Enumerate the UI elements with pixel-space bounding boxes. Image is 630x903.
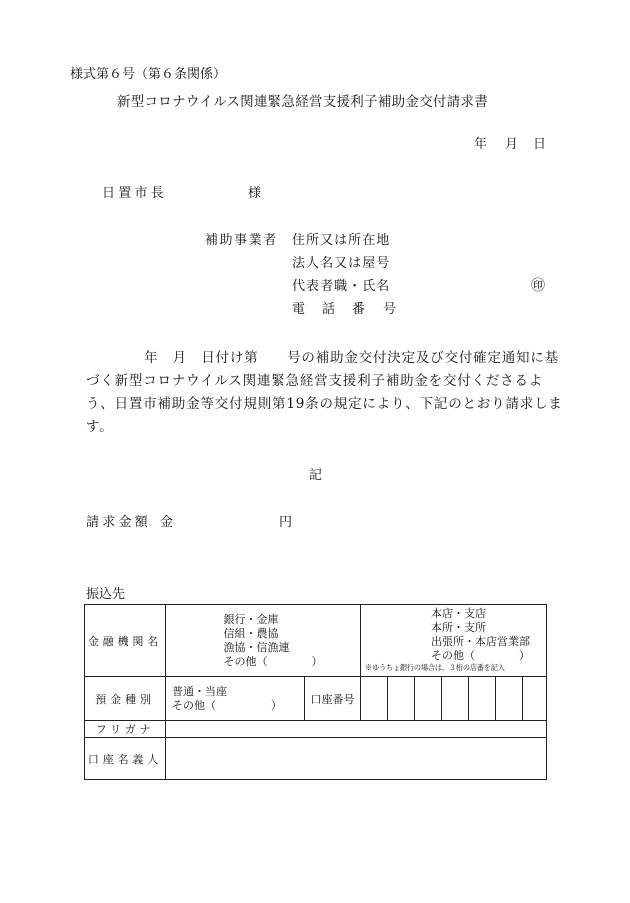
amount-unit: 円 (279, 515, 293, 530)
account-digit-7[interactable] (523, 677, 547, 721)
institution-type-3: 漁協・信漁連 (223, 640, 290, 654)
ki-heading: 記 (309, 468, 323, 483)
institution-type-options[interactable] (218, 605, 361, 677)
deposit-type-label: 預金種別 (85, 677, 166, 721)
deposit-type-1: 普通・当座 (172, 684, 227, 698)
branch-type-1: 本店・支店 (431, 607, 486, 620)
institution-type-2: 信組・農協 (223, 626, 279, 640)
date-year: 年 (474, 137, 488, 152)
account-digit-5[interactable] (469, 677, 496, 721)
applicant-representative-label: 代表者職・氏名 (292, 279, 391, 294)
transfer-heading: 振込先 (86, 587, 126, 602)
account-number-label: 口座番号 (305, 677, 361, 721)
branch-type-4: その他（ ） (431, 649, 530, 662)
account-holder-label: 口座名義人 (85, 738, 166, 780)
furigana-label: フリガナ (85, 721, 166, 738)
furigana-field[interactable] (166, 721, 547, 738)
account-holder-field[interactable] (166, 738, 547, 780)
deposit-type-options[interactable] (166, 677, 305, 721)
yucho-note: ※ゆうちょ銀行の場合は、３桁の店番を記入 (365, 663, 505, 672)
date-month: 月 (505, 137, 519, 152)
applicant-address-label: 住所又は所在地 (292, 233, 391, 248)
account-digit-1[interactable] (361, 677, 388, 721)
institution-label: 金融機関名 (85, 605, 166, 677)
branch-type-options[interactable] (361, 605, 547, 677)
amount-prefix: 金 (160, 515, 174, 530)
branch-type-3: 出張所・本店営業部 (431, 635, 530, 648)
institution-type-1: 銀行・金庫 (223, 612, 279, 626)
form-number: 様式第６号（第６条関係） (70, 67, 227, 82)
phone-char-3: 番 (352, 302, 366, 317)
document-title: 新型コロナウイルス関連緊急経営支援利子補助金交付請求書 (117, 94, 488, 110)
account-digit-6[interactable] (496, 677, 523, 721)
request-paragraph: 年 月 日付け第 号の補助金交付決定及び交付確定通知に基づく新型コロナウイルス関連緊急経営支援利子補助金を交付くださるよう、日置市補助金等交付規則第19条の規定により、下記のとおり請求します。 (86, 350, 563, 435)
deposit-type-2: その他（ ） (172, 698, 282, 712)
applicant-heading: 補助事業者 (205, 233, 278, 248)
addressee-mayor: 日置市長 (102, 186, 168, 201)
account-digit-3[interactable] (415, 677, 442, 721)
account-digit-4[interactable] (442, 677, 469, 721)
phone-char-1: 電 (292, 302, 306, 317)
addressee-honorific: 様 (248, 186, 262, 201)
phone-char-2: 話 (322, 302, 336, 317)
branch-type-2: 本所・支所 (431, 621, 486, 634)
bank-account-table (84, 604, 547, 780)
amount-label: 請求金額 (86, 515, 152, 530)
phone-char-4: 号 (383, 302, 397, 317)
applicant-corp-name-label: 法人名又は屋号 (292, 256, 391, 271)
account-digit-2[interactable] (388, 677, 415, 721)
seal-mark: ㊞ (531, 278, 545, 294)
date-day: 日 (533, 137, 547, 152)
institution-type-4: その他（ ） (223, 654, 323, 668)
